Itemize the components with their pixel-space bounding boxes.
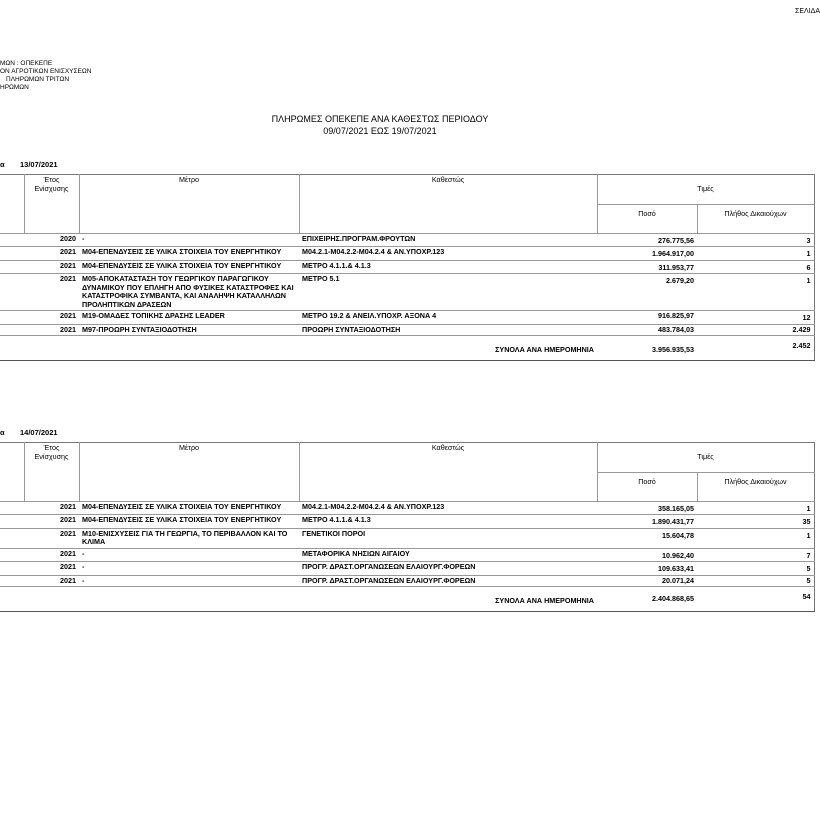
payments-table	[0, 442, 815, 612]
org-line: ΜΩΝ : ΟΠΕΚΕΠΕ	[0, 60, 53, 67]
col-measure: Μέτρο	[79, 443, 299, 502]
col-amount: Ποσό	[597, 205, 697, 234]
table-row: 2021 Μ10-ΕΝΙΣΧΥΣΕΙΣ ΓΙΑ ΤΗ ΓΕΩΡΓΙΑ, ΤΟ ΠΕΡΙΒΑΛΛΟΝ ΚΑΙ ΤΟ ΚΛΙΜΑ ΓΕΝΕΤΙΚΟΙ ΠΟΡΟΙ 15.604,78 1	[0, 528, 814, 548]
table-row: 2021 Μ04-ΕΠΕΝΔΥΣΕΙΣ ΣΕ ΥΛΙΚΑ ΣΤΟΙΧΕΙΑ ΤΟΥ ΕΝΕΡΓΗΤΙΚΟΥ Μ04.2.1-Μ04.2.2-Μ04.2.4 & ΑΝ.ΥΠΟΧΡ.123 358.165,05 1	[0, 501, 814, 515]
table-row: 2021 Μ19-ΟΜΑΔΕΣ ΤΟΠΙΚΗΣ ΔΡΑΣΗΣ LEADER ΜΕΤΡΟ 19.2 & ΑΝΕΙΛ.ΥΠΟΧΡ. ΑΞΟΝΑ 4 916.825,97 12	[0, 311, 814, 325]
page-label: ΣΕΛΙΔΑ	[795, 8, 820, 15]
report-title: ΠΛΗΡΩΜΕΣ ΟΠΕΚΕΠΕ ΑΝΑ ΚΑΘΕΣΤΩΣ ΠΕΡΙΟΔΟΥ	[271, 114, 489, 124]
table-row: 2021 Μ97-ΠΡΟΩΡΗ ΣΥΝΤΑΞΙΟΔΟΤΗΣΗ ΠΡΟΩΡΗ ΣΥΝΤΑΞΙΟΔΟΤΗΣΗ 483.784,03 2.429	[0, 324, 814, 336]
org-line: ΠΛΗΡΩΜΩΝ ΤΡΙΤΩΝ	[6, 76, 70, 83]
total-label: ΣΥΝΟΛΑ ΑΝΑ ΗΜΕΡΟΜΗΝΙΑ	[299, 336, 597, 361]
col-measure: Μέτρο	[79, 175, 299, 234]
col-values: Τιμές	[597, 175, 814, 205]
table-row: 2020 - ΕΠΙΧΕΙΡΗΣ.ΠΡΟΓΡΑΜ.ΦΡΟΥΤΩΝ 276.775,56 3	[0, 233, 814, 247]
org-line: ΗΡΩΜΩΝ	[0, 84, 29, 91]
payments-table	[0, 174, 815, 361]
total-amount: 3.956.935,53	[597, 336, 697, 361]
table-row: 2021 Μ05-ΑΠΟΚΑΤΑΣΤΑΣΗ ΤΟΥ ΓΕΩΡΓΙΚΟΥ ΠΑΡΑΓΩΓΙΚΟΥ ΔΥΝΑΜΙΚΟΥ ΠΟΥ ΕΠΛΗΓΗ ΑΠΟ ΦΥΣΙΚΕΣ ΚΑΤΑΣΤΡΟΦΕΣ ΚΑΙ ΚΑΤΑΣΤΡΟΦΙΚΑ ΣΥΜΒΑΝΤΑ, ΚΑΙ ΑΝΑΛΗΨΗ ΚΑΤΑΛΛΗΛΩΝ ΠΡΟΛΗΠΤΙΚΩΝ ΔΡΑΣΕΩΝ ΜΕΤΡΟ 5.1 2.679,20 1	[0, 274, 814, 311]
table-row: 2021 - ΠΡΟΓΡ. ΔΡΑΣΤ.ΟΡΓΑΝΩΣΕΩΝ ΕΛΑΙΟΥΡΓ.ΦΟΡΕΩΝ 109.633,41 5	[0, 562, 814, 576]
report-subtitle: 09/07/2021 ΕΩΣ 19/07/2021	[323, 126, 437, 136]
total-amount: 2.404.868,65	[597, 587, 697, 612]
section-total-row	[0, 336, 814, 361]
col-year: Έτος Ενίσχυσης	[24, 175, 79, 234]
col-beneficiaries: Πλήθος Δικαιούχων	[697, 205, 814, 234]
table-row: 2021 - ΠΡΟΓΡ. ΔΡΑΣΤ.ΟΡΓΑΝΩΣΕΩΝ ΕΛΑΙΟΥΡΓ.ΦΟΡΕΩΝ 20.071,24 5	[0, 575, 814, 587]
org-line: ΟΝ ΑΓΡΟΤΙΚΩΝ ΕΝΙΣΧΥΣΕΩΝ	[0, 68, 92, 75]
section-total-row	[0, 587, 814, 612]
col-amount: Ποσό	[597, 473, 697, 502]
col-beneficiaries: Πλήθος Δικαιούχων	[697, 473, 814, 502]
table-row: 2021 Μ04-ΕΠΕΝΔΥΣΕΙΣ ΣΕ ΥΛΙΚΑ ΣΤΟΙΧΕΙΑ ΤΟΥ ΕΝΕΡΓΗΤΙΚΟΥ Μ04.2.1-Μ04.2.2-Μ04.2.4 & ΑΝ.ΥΠΟΧΡ.123 1.964.917,00 1	[0, 247, 814, 261]
col-scheme: Καθεστώς	[299, 175, 597, 234]
table-row: 2021 Μ04-ΕΠΕΝΔΥΣΕΙΣ ΣΕ ΥΛΙΚΑ ΣΤΟΙΧΕΙΑ ΤΟΥ ΕΝΕΡΓΗΤΙΚΟΥ ΜΕΤΡΟ 4.1.1.& 4.1.3 1.890.431,77 35	[0, 515, 814, 529]
col-year: Έτος Ενίσχυσης	[24, 443, 79, 502]
section-date: 14/07/2021	[20, 428, 58, 437]
table-row: 2021 - ΜΕΤΑΦΟΡΙΚΑ ΝΗΣΙΩΝ ΑΙΓΑΙΟΥ 10.962,40 7	[0, 548, 814, 562]
col-scheme: Καθεστώς	[299, 443, 597, 502]
total-label: ΣΥΝΟΛΑ ΑΝΑ ΗΜΕΡΟΜΗΝΙΑ	[299, 587, 597, 612]
total-count: 2.452	[697, 336, 814, 361]
col-values: Τιμές	[597, 443, 814, 473]
section-date: 13/07/2021	[20, 160, 58, 169]
table-row: 2021 Μ04-ΕΠΕΝΔΥΣΕΙΣ ΣΕ ΥΛΙΚΑ ΣΤΟΙΧΕΙΑ ΤΟΥ ΕΝΕΡΓΗΤΙΚΟΥ ΜΕΤΡΟ 4.1.1.& 4.1.3 311.953,77 6	[0, 260, 814, 274]
total-count: 54	[697, 587, 814, 612]
